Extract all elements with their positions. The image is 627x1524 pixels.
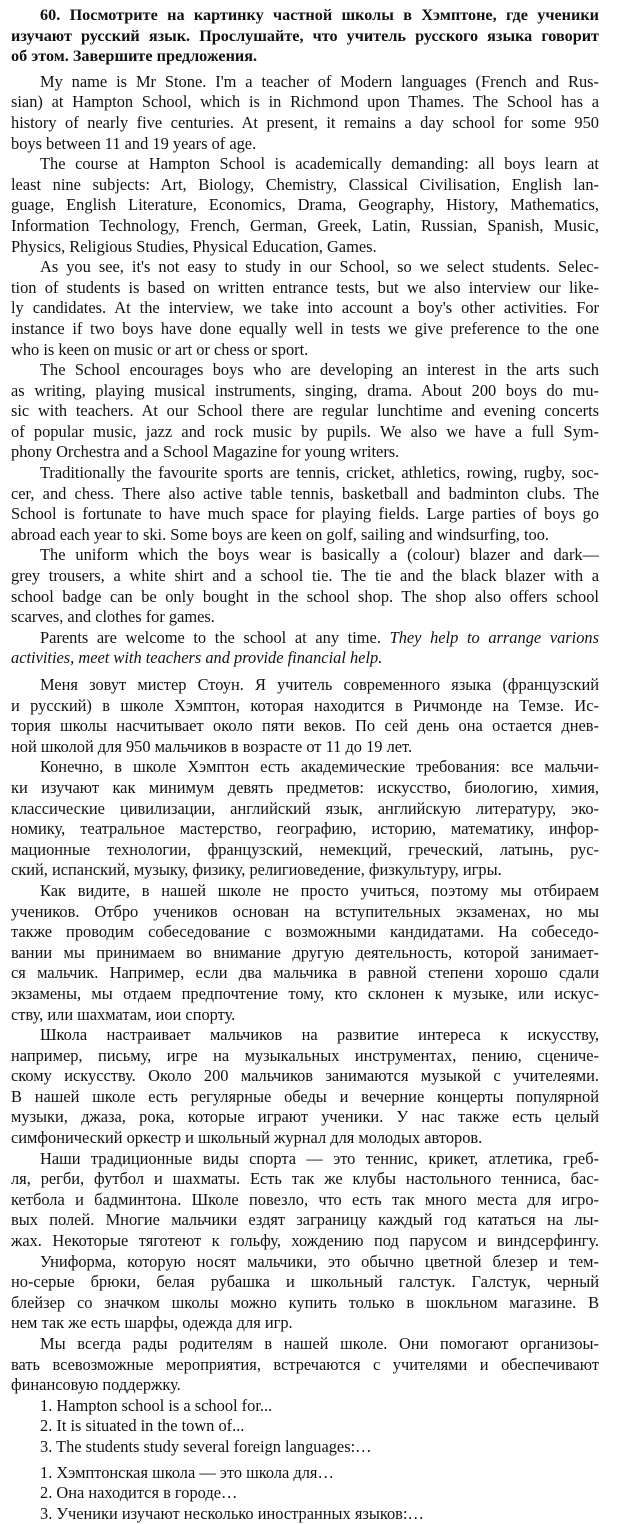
task-item: 1. Хэмптонская школа — это школа для… (40, 1462, 334, 1482)
russian-paragraph (0, 757, 627, 881)
task-item: 2. Она находится в городе… (40, 1483, 238, 1503)
text-line: вании мы принимаем во внимание другую деятельность, которой занимает- (11, 942, 599, 962)
english-text (0, 72, 627, 669)
text-line: экзамены, мы отдаем предпочтение тому, кто склонен к музыке, или искус- (11, 983, 599, 1003)
text-line: activities, meet with teachers and provide financial help. (11, 648, 383, 668)
text-line: cer, and chess. There also active table tennis, basketball and badminton clubs. The (11, 483, 599, 503)
russian-paragraph (0, 881, 627, 1025)
text-line: Мы всегда рады родителям в нашей школе. Они помогают организоы- (40, 1334, 599, 1353)
text-line: school badge can be only bought in the school shop. The shop also offers school (11, 586, 599, 606)
task-list-english (0, 1396, 627, 1458)
english-paragraph (0, 154, 627, 257)
text-line: Конечно, в школе Хэмптон есть академические требования: все мальчи- (40, 757, 599, 777)
text-line: ству, или шахматам, иои спорту. (11, 1004, 236, 1024)
text-line: например, письму, игре на музыкальных инструментах, пению, сцениче- (11, 1045, 599, 1065)
text-line: of popular music, jazz and rock music by pupils. We also we have a full Sym- (11, 421, 599, 441)
text-line: School is fortunate to have much space for playing fields. Large parties of boys go (11, 504, 599, 524)
text-line: ной школой для 950 мальчиков в возрасте от 11 до 19 лет. (11, 736, 413, 756)
english-paragraph (0, 72, 627, 154)
text-line: As you see, it's not easy to study in our School, so we select students. Selec- (40, 257, 599, 277)
text-line: вать всевозможные мероприятия, встречаются с учителями и обеспечивают (11, 1354, 599, 1374)
text-line: Как видите, в нашей школе не просто учиться, поэтому мы отбираем (40, 880, 599, 900)
text-line: нем так же есть шарфы, одежда для игр. (11, 1313, 293, 1333)
task-list-russian (0, 1463, 627, 1524)
text-line: as writing, playing musical instruments, singing, drama. About 200 boys do mu- (11, 380, 599, 400)
text-line: ly candidates. At the interview, we take into account a boy's other activities. For (11, 298, 599, 318)
english-paragraph (0, 463, 627, 545)
text-line: Traditionally the favourite sports are tennis, cricket, athletics, rowing, rugby, soc- (40, 463, 599, 483)
russian-paragraph (0, 1334, 627, 1396)
text-line: least nine subjects: Art, Biology, Chemistry, Classical Civilisation, English lan- (11, 174, 599, 194)
english-paragraph (0, 257, 627, 360)
text-line: Physics, Religious Studies, Physical Education, Games. (11, 236, 377, 256)
text-line: Школа настраивает мальчиков на развитие интереса к искусству, (40, 1025, 599, 1045)
text-line: и русский) в школе Хэмптон, которая находится в Ричмонде на Темзе. Ис- (11, 695, 599, 715)
text-line: grey trousers, a white shirt and a school tie. The tie and the black blazer with a (11, 566, 599, 586)
text-line: sic with teachers. At our School there are regular lunchtime and evening concerts (11, 401, 599, 421)
russian-paragraph (0, 1252, 627, 1334)
text-line: вых полей. Многие мальчики ездят заграницу каждый год кататься на лы- (11, 1210, 599, 1230)
task-item: 1. Hampton school is a school for... (40, 1395, 273, 1415)
text-line: также проводим собеседование с возможными кандидатами. На собеседо- (11, 922, 599, 942)
english-paragraph (0, 628, 627, 669)
text-line: музыки, джаза, рока, которые играют ученики. У нас также есть целый (11, 1107, 599, 1127)
text-line: финансовую поддержку. (11, 1375, 181, 1395)
text-line: history of nearly five centuries. At present, it remains a day school for some 950 (11, 112, 599, 132)
text-line: The course at Hampton School is academically demanding: all boys learn at (40, 154, 599, 174)
text-line: учеников. Отбро учеников основан на вступительных экзаменах, но мы (11, 901, 599, 921)
heading-line: об этом. Завершите предложения. (11, 47, 258, 66)
task-item: 2. It is situated in the town of... (40, 1416, 245, 1436)
text-line: кетбола и бадминтона. Школе повезло, что есть так много места для игро- (11, 1189, 599, 1209)
russian-paragraph (0, 1149, 627, 1252)
text-line: В нашей школе есть регулярные обеды и вечерние концерты популярной (11, 1086, 599, 1106)
english-paragraph (0, 545, 627, 627)
text-line: ся мальчик. Например, если два мальчика в равной степени хорошо сдали (11, 963, 599, 983)
text-line: номику, театральное мастерство, географию, историю, математику, инфор- (11, 819, 599, 839)
text-line: Меня зовут мистер Стоун. Я учитель современного языка (французский (40, 675, 599, 694)
text-line: ский, испанский, музыку, физику, религиоведение, физкультуру, игры. (11, 860, 502, 880)
text-line: My name is Mr Stone. I'm a teacher of Modern languages (French and Rus- (40, 71, 599, 91)
russian-paragraph (0, 675, 627, 757)
text-line: тория школы насчитывает около пяти веков. По сей день она остается днев- (11, 716, 599, 736)
text-line: The School encourages boys who are developing an interest in the arts such (40, 360, 599, 380)
task-item: 3. The students study several foreign languages:… (40, 1436, 372, 1456)
text-line: The uniform which the boys wear is basically a (colour) blazer and dark— (40, 545, 599, 565)
text-line: мационные технологии, французский, немекций, греческий, латынь, рус- (11, 839, 599, 859)
text-line: симфонический оркестр и школьный журнал для молодых авторов. (11, 1128, 483, 1148)
text-line: phony Orchestra and a School Magazine for young writers. (11, 442, 400, 462)
plain-text: Parents are welcome to the school at any time. (40, 627, 390, 647)
text-line: ки изучают как минимум девять предметов: искусство, биологию, химия, (11, 777, 599, 797)
text-line: who is keen on music or art or chess or sport. (11, 339, 309, 359)
russian-text (0, 675, 627, 1396)
text-line: Наши традиционные виды спорта — это теннис, крикет, атлетика, греб- (40, 1148, 599, 1168)
text-line: instance if two boys have done equally well in tests we give preference to the one (11, 318, 599, 338)
heading-line: изучают русский язык. Прослушайте, что учитель русского языка говорит (11, 26, 599, 45)
text-line: блейзер со значком школы можно купить только в шокльном магазине. В (11, 1292, 599, 1312)
text-line: жах. Некоторые тяготеют к гольфу, хождению под парусом и виндсерфингу. (11, 1231, 599, 1251)
text-line: sian) at Hampton School, which is in Richmond upon Thames. The School has a (11, 92, 599, 112)
task-item: 3. Ученики изучают несколько иностранных языков:… (40, 1503, 424, 1523)
text-line (0, 628, 599, 649)
text-line: boys between 11 and 19 years of age. (11, 133, 257, 153)
heading-line: 60. Посмотрите на картинку частной школы в Хэмптоне, где ученики (40, 6, 599, 24)
text-line: abroad each year to ski. Some boys are keen on golf, sailing and windsurfing, too. (11, 524, 550, 544)
english-paragraph (0, 360, 627, 463)
text-line: guage, English Literature, Economics, Drama, Geography, History, Mathematics, (11, 195, 599, 215)
russian-paragraph (0, 1025, 627, 1149)
exercise-heading (0, 5, 627, 67)
text-line: классические цивилизации, английский язык, английскую литературу, эко- (11, 798, 599, 818)
italic-text: They help to arrange varions (389, 627, 599, 647)
text-line: scarves, and clothes for games. (11, 607, 215, 627)
text-line: скому искусству. Около 200 мальчиков занимаются музыкой с учителеями. (11, 1066, 599, 1086)
text-line: tion of students is based on written entrance tests, but we also interview our like- (11, 277, 599, 297)
text-line: Information Technology, French, German, Greek, Latin, Russian, Spanish, Music, (11, 215, 599, 235)
text-line: ля, регби, футбол и шахматы. Есть так же клубы настольного тенниса, бас- (11, 1169, 599, 1189)
text-line: но-серые брюки, белая рубашка и школьный галстук. Галстук, черный (11, 1272, 599, 1292)
text-line: Униформа, которую носят мальчики, это обычно цветной блезер и тем- (40, 1251, 599, 1271)
